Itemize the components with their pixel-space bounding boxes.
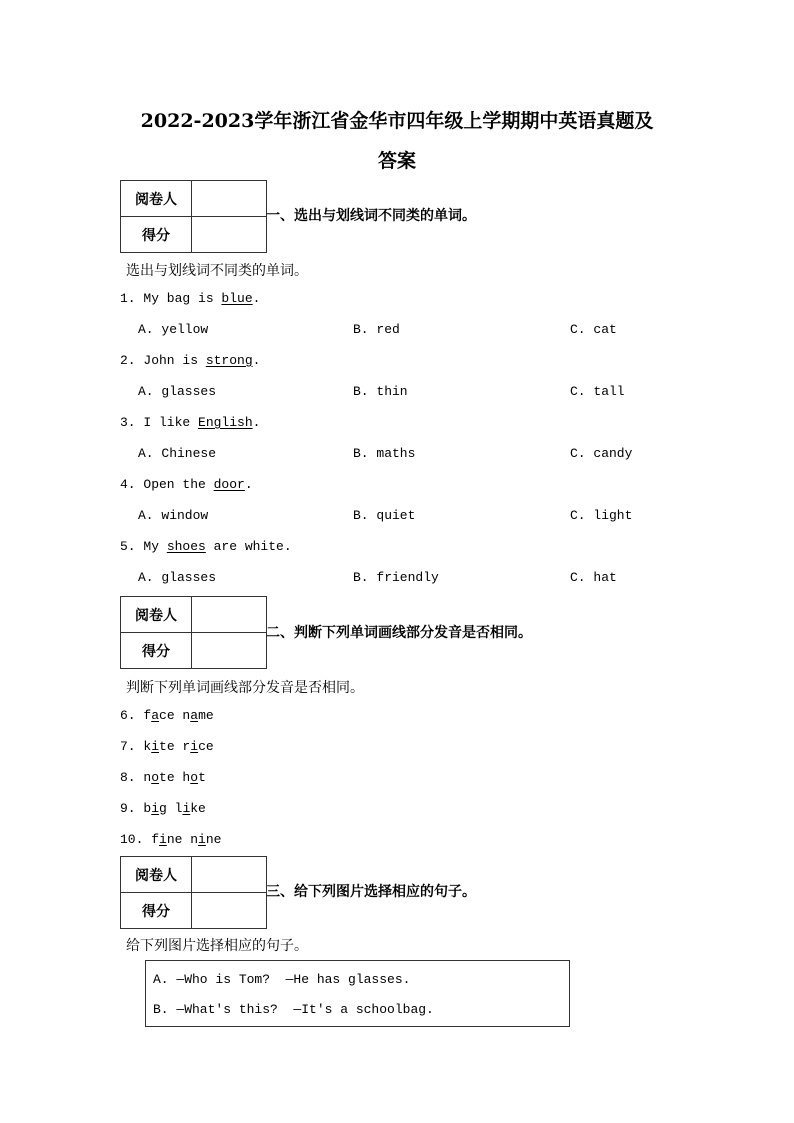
stem-text: 1. My bag is xyxy=(120,291,222,306)
stem-text: 2. John is xyxy=(120,353,206,368)
underlined-text: o xyxy=(190,770,199,785)
option-a[interactable]: A. Chinese xyxy=(138,446,217,461)
score-box-score-label: 得分 xyxy=(121,217,192,252)
underlined-text: i xyxy=(198,832,206,847)
score-box-row xyxy=(121,857,266,892)
underlined-text: i xyxy=(151,801,160,816)
question-stem xyxy=(120,291,260,307)
underlined-text: i xyxy=(190,739,199,754)
option-b[interactable]: B. thin xyxy=(353,384,408,399)
underlined-text: i xyxy=(159,832,167,847)
option-a[interactable]: A. window xyxy=(138,508,209,523)
option-b[interactable]: B. quiet xyxy=(353,508,416,523)
option-c[interactable]: C. tall xyxy=(570,384,625,399)
score-box-row xyxy=(121,216,266,252)
score-box xyxy=(120,180,267,253)
stem-text: 3. I like xyxy=(120,415,199,430)
option-b[interactable]: B. red xyxy=(353,322,400,337)
score-box xyxy=(120,856,267,929)
stem-text: 5. My xyxy=(120,539,167,554)
section-instruction: 给下列图片选择相应的句子。 xyxy=(126,938,308,954)
document-title-line-1: 2022-2023学年浙江省金华市四年级上学期期中英语真题及 xyxy=(140,110,654,132)
stem-text: 7. k xyxy=(120,739,152,754)
section-instruction: 判断下列单词画线部分发音是否相同。 xyxy=(126,680,364,696)
choice-a: A. —Who is Tom? —He has glasses. xyxy=(153,972,411,987)
stem-text: me xyxy=(198,708,214,723)
stem-text: . xyxy=(252,291,261,306)
question-stem xyxy=(120,415,260,431)
score-box-row xyxy=(121,181,266,216)
option-c[interactable]: C. light xyxy=(570,508,633,523)
score-box-score-label: 得分 xyxy=(121,633,192,668)
question-stem xyxy=(120,477,253,493)
stem-text: ne n xyxy=(166,832,199,847)
stem-text: . xyxy=(252,353,261,368)
option-a[interactable]: A. glasses xyxy=(138,570,217,585)
document-title-line-2: 答案 xyxy=(377,150,416,172)
question-stem xyxy=(120,739,214,755)
underlined-text: shoes xyxy=(166,539,206,554)
stem-text: te r xyxy=(159,739,191,754)
underlined-text: strong xyxy=(205,353,253,368)
option-c[interactable]: C. candy xyxy=(570,446,633,461)
section-heading: 三、给下列图片选择相应的句子。 xyxy=(266,884,476,900)
stem-text: t xyxy=(198,770,206,785)
question-stem xyxy=(120,832,221,848)
score-box-row xyxy=(121,892,266,928)
score-box-row xyxy=(121,632,266,668)
section-heading: 一、选出与划线词不同类的单词。 xyxy=(266,208,476,224)
question-stem xyxy=(120,801,206,817)
stem-text: . xyxy=(252,415,261,430)
score-box-reviewer-label: 阅卷人 xyxy=(121,181,192,216)
question-stem xyxy=(120,708,214,724)
underlined-text: a xyxy=(151,708,160,723)
stem-text: ce xyxy=(198,739,214,754)
stem-text: . xyxy=(244,477,253,492)
underlined-text: blue xyxy=(221,291,253,306)
stem-text: te h xyxy=(159,770,191,785)
score-box xyxy=(120,596,267,669)
underlined-text: o xyxy=(151,770,160,785)
question-stem xyxy=(120,353,260,369)
underlined-text: i xyxy=(151,739,160,754)
score-box-score-label: 得分 xyxy=(121,893,192,928)
underlined-text: door xyxy=(213,477,245,492)
option-b[interactable]: B. friendly xyxy=(353,570,439,585)
score-box-row xyxy=(121,597,266,632)
stem-text: 6. f xyxy=(120,708,152,723)
choice-b: B. —What's this? —It's a schoolbag. xyxy=(153,1002,434,1017)
underlined-text: English xyxy=(198,415,253,430)
stem-text: ne xyxy=(205,832,222,847)
section-instruction: 选出与划线词不同类的单词。 xyxy=(126,263,308,279)
stem-text: 10. f xyxy=(120,832,160,847)
stem-text: 4. Open the xyxy=(120,477,214,492)
stem-text: are white. xyxy=(205,539,292,554)
stem-text: 9. b xyxy=(120,801,152,816)
underlined-text: i xyxy=(182,801,191,816)
option-a[interactable]: A. glasses xyxy=(138,384,217,399)
option-b[interactable]: B. maths xyxy=(353,446,416,461)
question-stem xyxy=(120,539,292,555)
section-heading: 二、判断下列单词画线部分发音是否相同。 xyxy=(266,625,532,641)
score-box-reviewer-label: 阅卷人 xyxy=(121,857,192,892)
option-a[interactable]: A. yellow xyxy=(138,322,209,337)
stem-text: g l xyxy=(159,801,183,816)
stem-text: ce n xyxy=(159,708,191,723)
underlined-text: a xyxy=(190,708,199,723)
stem-text: ke xyxy=(190,801,206,816)
score-box-reviewer-label: 阅卷人 xyxy=(121,597,192,632)
question-stem xyxy=(120,770,206,786)
stem-text: 8. n xyxy=(120,770,152,785)
option-c[interactable]: C. cat xyxy=(570,322,617,337)
option-c[interactable]: C. hat xyxy=(570,570,617,585)
